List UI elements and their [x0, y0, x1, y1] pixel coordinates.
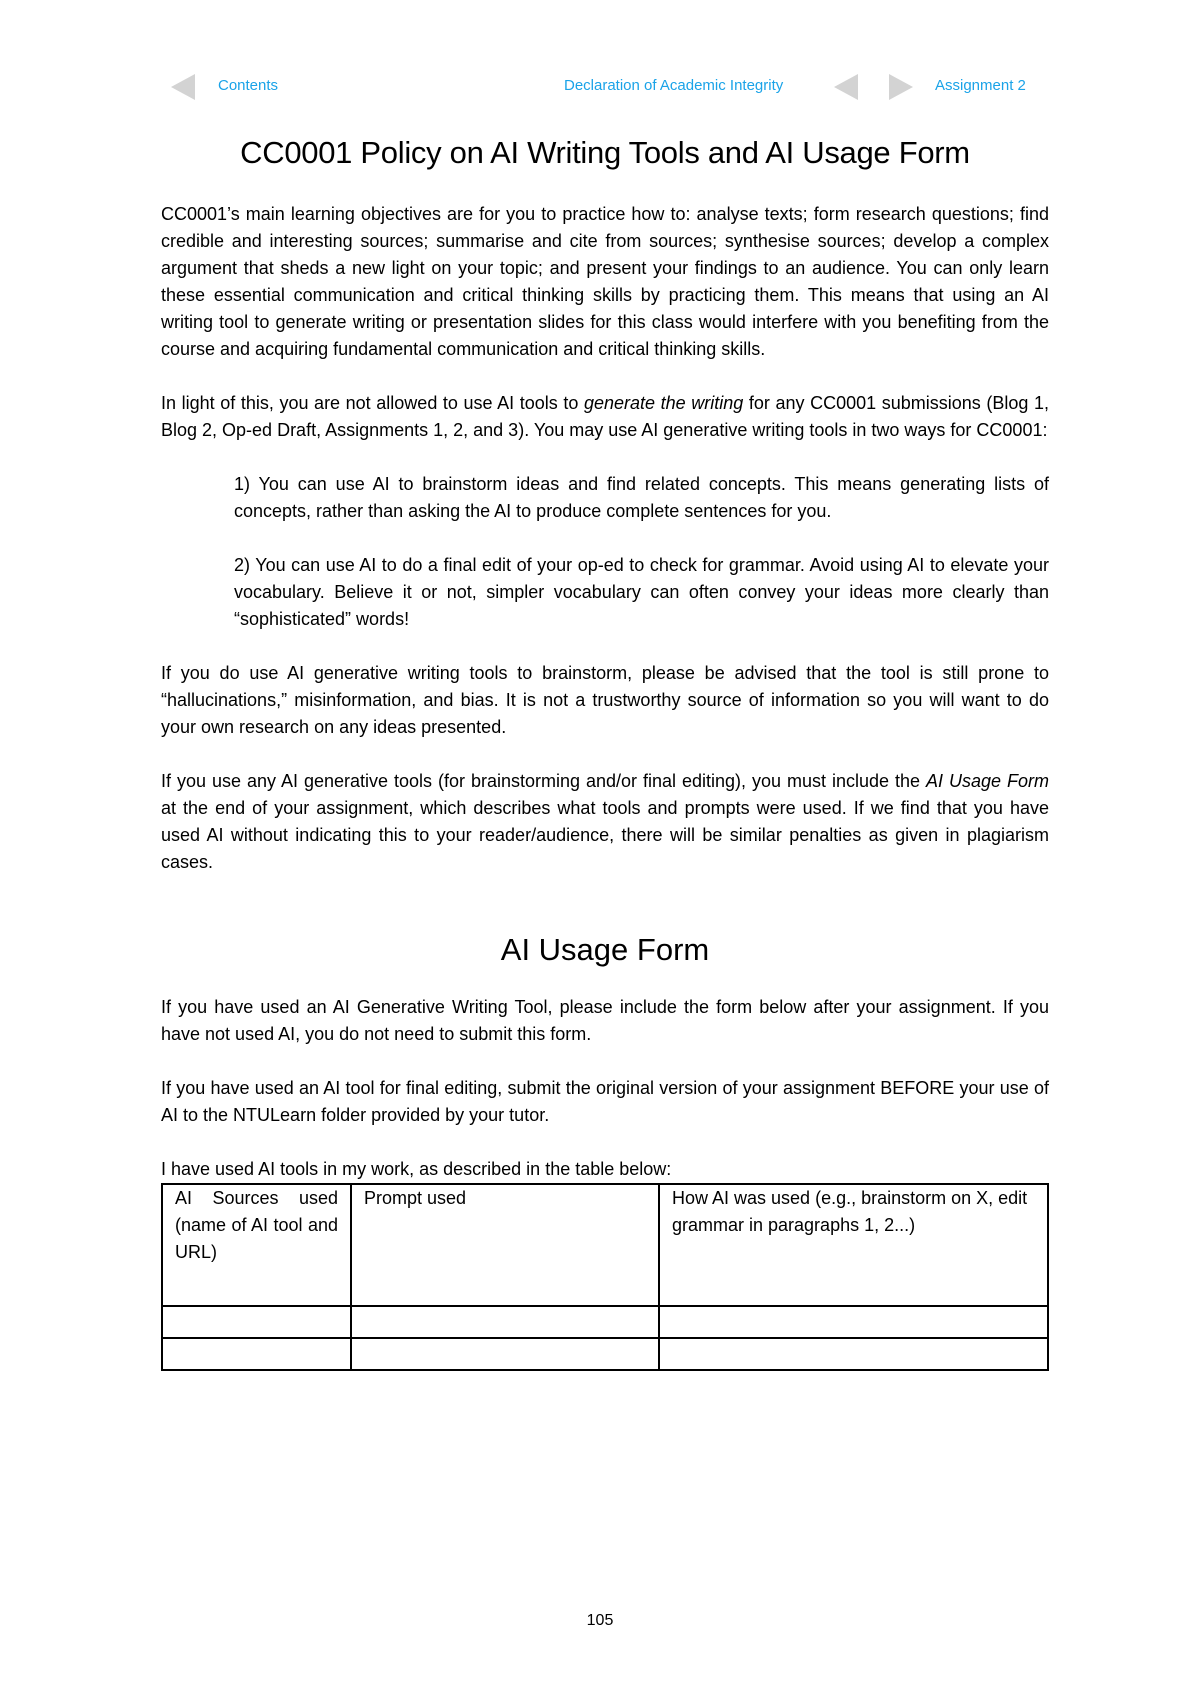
warning-paragraph: If you do use AI generative writing tools to brainstorm, please be advised that the tool is still prone to “hallucinations,” misinformation, and bias. It is not a trustworthy source of information so you will want to do your own research on any ideas presented.	[161, 663, 1049, 737]
table-header-row	[162, 1184, 1048, 1306]
text: If you use any AI generative tools (for brainstorming and/or final editing), you must include the	[161, 771, 926, 791]
table-cell[interactable]	[162, 1338, 351, 1370]
emphasis: generate the writing	[583, 393, 744, 413]
previous-section-arrow-icon[interactable]	[834, 74, 858, 100]
ai-usage-table	[161, 1183, 1049, 1371]
document-body	[161, 135, 1049, 1371]
header-prompt: Prompt used	[351, 1184, 659, 1306]
text: In light of this, you are not allowed to use AI tools to	[161, 393, 584, 413]
objectives-paragraph: CC0001’s main learning objectives are for you to practice how to: analyse texts; form research questions; find credible and interesting sources; summarise and cite from sources; synthesise sources; develop a complex argument that sheds a new light on your topic; and present your findings to an audience. You can only learn these essential communication and critical thinking skills by practicing them. This means that using an AI writing tool to generate writing or presentation slides for this class would interfere with you benefiting from the course and acquiring fundamental communication and critical thinking skills.	[161, 204, 1049, 359]
header-ai-sources: AI Sources used (name of AI tool and URL)	[162, 1184, 351, 1306]
form-heading: AI Usage Form	[500, 932, 710, 967]
page-navigation	[0, 72, 1200, 102]
table-cell[interactable]	[659, 1306, 1048, 1338]
previous-arrow-icon[interactable]	[171, 74, 195, 100]
form-editing-note: If you have used an AI tool for final editing, submit the original version of your assignment BEFORE your use of AI to the NTULearn folder provided by your tutor.	[161, 1078, 1049, 1125]
contents-link[interactable]: Contents	[218, 77, 279, 94]
page-title: CC0001 Policy on AI Writing Tools and AI Usage Form	[240, 135, 970, 170]
page-number: 105	[586, 1612, 614, 1629]
table-cell[interactable]	[659, 1338, 1048, 1370]
table-cell[interactable]	[351, 1306, 659, 1338]
text: at the end of your assignment, which describes what tools and prompts were used. If we find that you have used AI without indicating this to your reader/audience, there will be similar penalties as given in plagiarism cases.	[161, 798, 1049, 872]
allowed-use-1: 1) You can use AI to brainstorm ideas and find related concepts. This means generating lists of concepts, rather than asking the AI to produce complete sentences for you.	[234, 474, 1049, 521]
table-row	[162, 1338, 1048, 1370]
table-row	[162, 1306, 1048, 1338]
emphasis: AI Usage Form	[926, 771, 1049, 791]
policy-paragraph	[161, 390, 1049, 444]
prev-section-link[interactable]: Declaration of Academic Integrity	[564, 77, 784, 94]
text: for any CC0001 submissions (Blog 1, Blog 2, Op-ed Draft, Assignments 1, 2, and 3). You may use AI generative writing tools in two ways for CC0001:	[161, 393, 1049, 440]
form-requirement-paragraph	[161, 768, 1049, 876]
next-section-arrow-icon[interactable]	[889, 74, 913, 100]
table-cell[interactable]	[351, 1338, 659, 1370]
table-cell[interactable]	[162, 1306, 351, 1338]
allowed-use-2: 2) You can use AI to do a final edit of your op-ed to check for grammar. Avoid using AI to elevate your vocabulary. Believe it or not, simpler vocabulary can often convey your ideas more clearly than “sophisticated” words!	[234, 555, 1049, 629]
header-how-used: How AI was used (e.g., brainstorm on X, edit grammar in paragraphs 1, 2...)	[659, 1184, 1048, 1306]
next-section-link[interactable]: Assignment 2	[935, 77, 1026, 94]
table-caption: I have used AI tools in my work, as described in the table below:	[161, 1159, 672, 1179]
form-intro: If you have used an AI Generative Writing Tool, please include the form below after your assignment. If you have not used AI, you do not need to submit this form.	[161, 997, 1049, 1044]
